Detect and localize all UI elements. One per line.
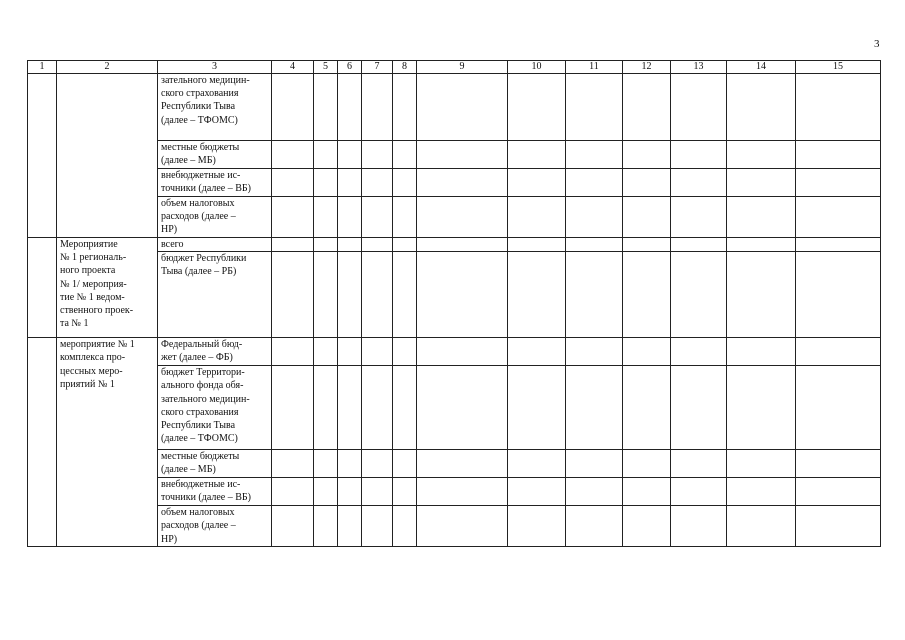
value-cell: [671, 141, 727, 169]
value-cell: [417, 450, 508, 478]
funding-source-cell: Федеральный бюд- жет (далее – ФБ): [158, 338, 272, 366]
value-cell: [796, 141, 881, 169]
value-cell: [393, 197, 417, 238]
value-cell: [727, 478, 796, 506]
funding-source-cell: внебюджетные ис- точники (далее – ВБ): [158, 478, 272, 506]
value-cell: [727, 74, 796, 141]
value-cell: [508, 238, 566, 252]
value-cell: [508, 450, 566, 478]
value-cell: [623, 238, 671, 252]
value-cell: [796, 169, 881, 197]
value-cell: [508, 197, 566, 238]
value-cell: [671, 252, 727, 338]
value-cell: [508, 252, 566, 338]
value-cell: [417, 74, 508, 141]
value-cell: [796, 338, 881, 366]
value-cell: [671, 478, 727, 506]
value-cell: [417, 506, 508, 547]
value-cell: [272, 141, 314, 169]
funding-source-cell: бюджет Территори- ального фонда обя- зательного медицин- ского страхования Республики Тыва (далее – ТФОМС): [158, 366, 272, 450]
value-cell: [566, 74, 623, 141]
value-cell: [338, 238, 362, 252]
value-cell: [727, 238, 796, 252]
column-header: 14: [727, 61, 796, 74]
value-cell: [671, 238, 727, 252]
funding-source-cell: зательного медицин- ского страхования Республики Тыва (далее – ТФОМС): [158, 74, 272, 141]
budget-table: [27, 60, 881, 547]
value-cell: [314, 366, 338, 450]
value-cell: [338, 197, 362, 238]
funding-source-cell: местные бюджеты (далее – МБ): [158, 450, 272, 478]
header-row: [28, 61, 881, 74]
value-cell: [727, 366, 796, 450]
value-cell: [393, 450, 417, 478]
value-cell: [393, 338, 417, 366]
value-cell: [362, 450, 393, 478]
column-header: 12: [623, 61, 671, 74]
value-cell: [314, 450, 338, 478]
value-cell: [338, 506, 362, 547]
funding-source-cell: всего: [158, 238, 272, 252]
row-number-cell: [28, 338, 57, 547]
value-cell: [362, 366, 393, 450]
value-cell: [671, 450, 727, 478]
value-cell: [623, 338, 671, 366]
value-cell: [393, 74, 417, 141]
column-header: 3: [158, 61, 272, 74]
value-cell: [362, 252, 393, 338]
value-cell: [623, 169, 671, 197]
value-cell: [727, 197, 796, 238]
value-cell: [727, 169, 796, 197]
value-cell: [314, 197, 338, 238]
value-cell: [623, 450, 671, 478]
value-cell: [566, 338, 623, 366]
value-cell: [362, 74, 393, 141]
column-header: 11: [566, 61, 623, 74]
value-cell: [417, 197, 508, 238]
value-cell: [508, 506, 566, 547]
value-cell: [393, 141, 417, 169]
value-cell: [796, 478, 881, 506]
value-cell: [671, 74, 727, 141]
value-cell: [566, 141, 623, 169]
value-cell: [272, 169, 314, 197]
value-cell: [362, 197, 393, 238]
value-cell: [566, 478, 623, 506]
value-cell: [566, 197, 623, 238]
value-cell: [727, 450, 796, 478]
table-row: [28, 74, 881, 141]
value-cell: [417, 141, 508, 169]
column-header: 7: [362, 61, 393, 74]
funding-source-cell: объем налоговых расходов (далее – НР): [158, 506, 272, 547]
value-cell: [508, 478, 566, 506]
value-cell: [508, 366, 566, 450]
row-number-cell: [28, 238, 57, 338]
value-cell: [393, 366, 417, 450]
column-header: 1: [28, 61, 57, 74]
value-cell: [671, 169, 727, 197]
value-cell: [566, 366, 623, 450]
value-cell: [671, 197, 727, 238]
value-cell: [417, 252, 508, 338]
value-cell: [314, 478, 338, 506]
value-cell: [362, 338, 393, 366]
value-cell: [508, 338, 566, 366]
value-cell: [623, 252, 671, 338]
value-cell: [671, 338, 727, 366]
value-cell: [272, 366, 314, 450]
funding-source-cell: бюджет Республики Тыва (далее – РБ): [158, 252, 272, 338]
value-cell: [566, 506, 623, 547]
value-cell: [338, 478, 362, 506]
value-cell: [623, 506, 671, 547]
value-cell: [272, 450, 314, 478]
value-cell: [338, 74, 362, 141]
value-cell: [566, 450, 623, 478]
value-cell: [272, 478, 314, 506]
value-cell: [393, 169, 417, 197]
value-cell: [338, 338, 362, 366]
value-cell: [338, 169, 362, 197]
column-header: 5: [314, 61, 338, 74]
event-name-cell: мероприятие № 1 комплекса про- цессных меро- приятий № 1: [57, 338, 158, 547]
value-cell: [796, 252, 881, 338]
value-cell: [272, 238, 314, 252]
value-cell: [623, 478, 671, 506]
value-cell: [314, 506, 338, 547]
value-cell: [272, 74, 314, 141]
value-cell: [338, 252, 362, 338]
value-cell: [314, 141, 338, 169]
value-cell: [393, 506, 417, 547]
value-cell: [272, 506, 314, 547]
value-cell: [338, 366, 362, 450]
value-cell: [508, 141, 566, 169]
event-name-cell: [57, 74, 158, 238]
value-cell: [362, 169, 393, 197]
funding-source-cell: местные бюджеты (далее – МБ): [158, 141, 272, 169]
table-row: [28, 338, 881, 366]
table-body: [28, 61, 881, 547]
value-cell: [338, 450, 362, 478]
column-header: 9: [417, 61, 508, 74]
value-cell: [314, 169, 338, 197]
table-row: [28, 238, 881, 252]
column-header: 10: [508, 61, 566, 74]
value-cell: [671, 506, 727, 547]
value-cell: [623, 141, 671, 169]
value-cell: [796, 238, 881, 252]
column-header: 8: [393, 61, 417, 74]
value-cell: [566, 238, 623, 252]
row-number-cell: [28, 74, 57, 238]
page-number: 3: [874, 38, 880, 50]
value-cell: [362, 141, 393, 169]
value-cell: [727, 141, 796, 169]
value-cell: [671, 366, 727, 450]
value-cell: [338, 141, 362, 169]
column-header: 6: [338, 61, 362, 74]
value-cell: [272, 338, 314, 366]
value-cell: [796, 450, 881, 478]
value-cell: [417, 238, 508, 252]
value-cell: [566, 169, 623, 197]
value-cell: [796, 366, 881, 450]
value-cell: [393, 238, 417, 252]
value-cell: [417, 478, 508, 506]
value-cell: [314, 252, 338, 338]
value-cell: [623, 366, 671, 450]
column-header: 2: [57, 61, 158, 74]
value-cell: [393, 252, 417, 338]
value-cell: [508, 74, 566, 141]
value-cell: [796, 74, 881, 141]
value-cell: [623, 74, 671, 141]
value-cell: [727, 338, 796, 366]
value-cell: [417, 366, 508, 450]
value-cell: [417, 338, 508, 366]
value-cell: [623, 197, 671, 238]
value-cell: [272, 197, 314, 238]
value-cell: [393, 478, 417, 506]
value-cell: [796, 506, 881, 547]
value-cell: [566, 252, 623, 338]
event-name-cell: Мероприятие № 1 региональ- ного проекта № 1/ мероприя- тие № 1 ведом- ственного проек- та № 1: [57, 238, 158, 338]
value-cell: [314, 238, 338, 252]
value-cell: [272, 252, 314, 338]
value-cell: [727, 506, 796, 547]
column-header: 4: [272, 61, 314, 74]
funding-source-cell: внебюджетные ис- точники (далее – ВБ): [158, 169, 272, 197]
column-header: 13: [671, 61, 727, 74]
value-cell: [362, 478, 393, 506]
value-cell: [362, 506, 393, 547]
value-cell: [362, 238, 393, 252]
value-cell: [314, 74, 338, 141]
column-header: 15: [796, 61, 881, 74]
value-cell: [796, 197, 881, 238]
value-cell: [727, 252, 796, 338]
value-cell: [314, 338, 338, 366]
value-cell: [417, 169, 508, 197]
funding-source-cell: объем налоговых расходов (далее – НР): [158, 197, 272, 238]
value-cell: [508, 169, 566, 197]
